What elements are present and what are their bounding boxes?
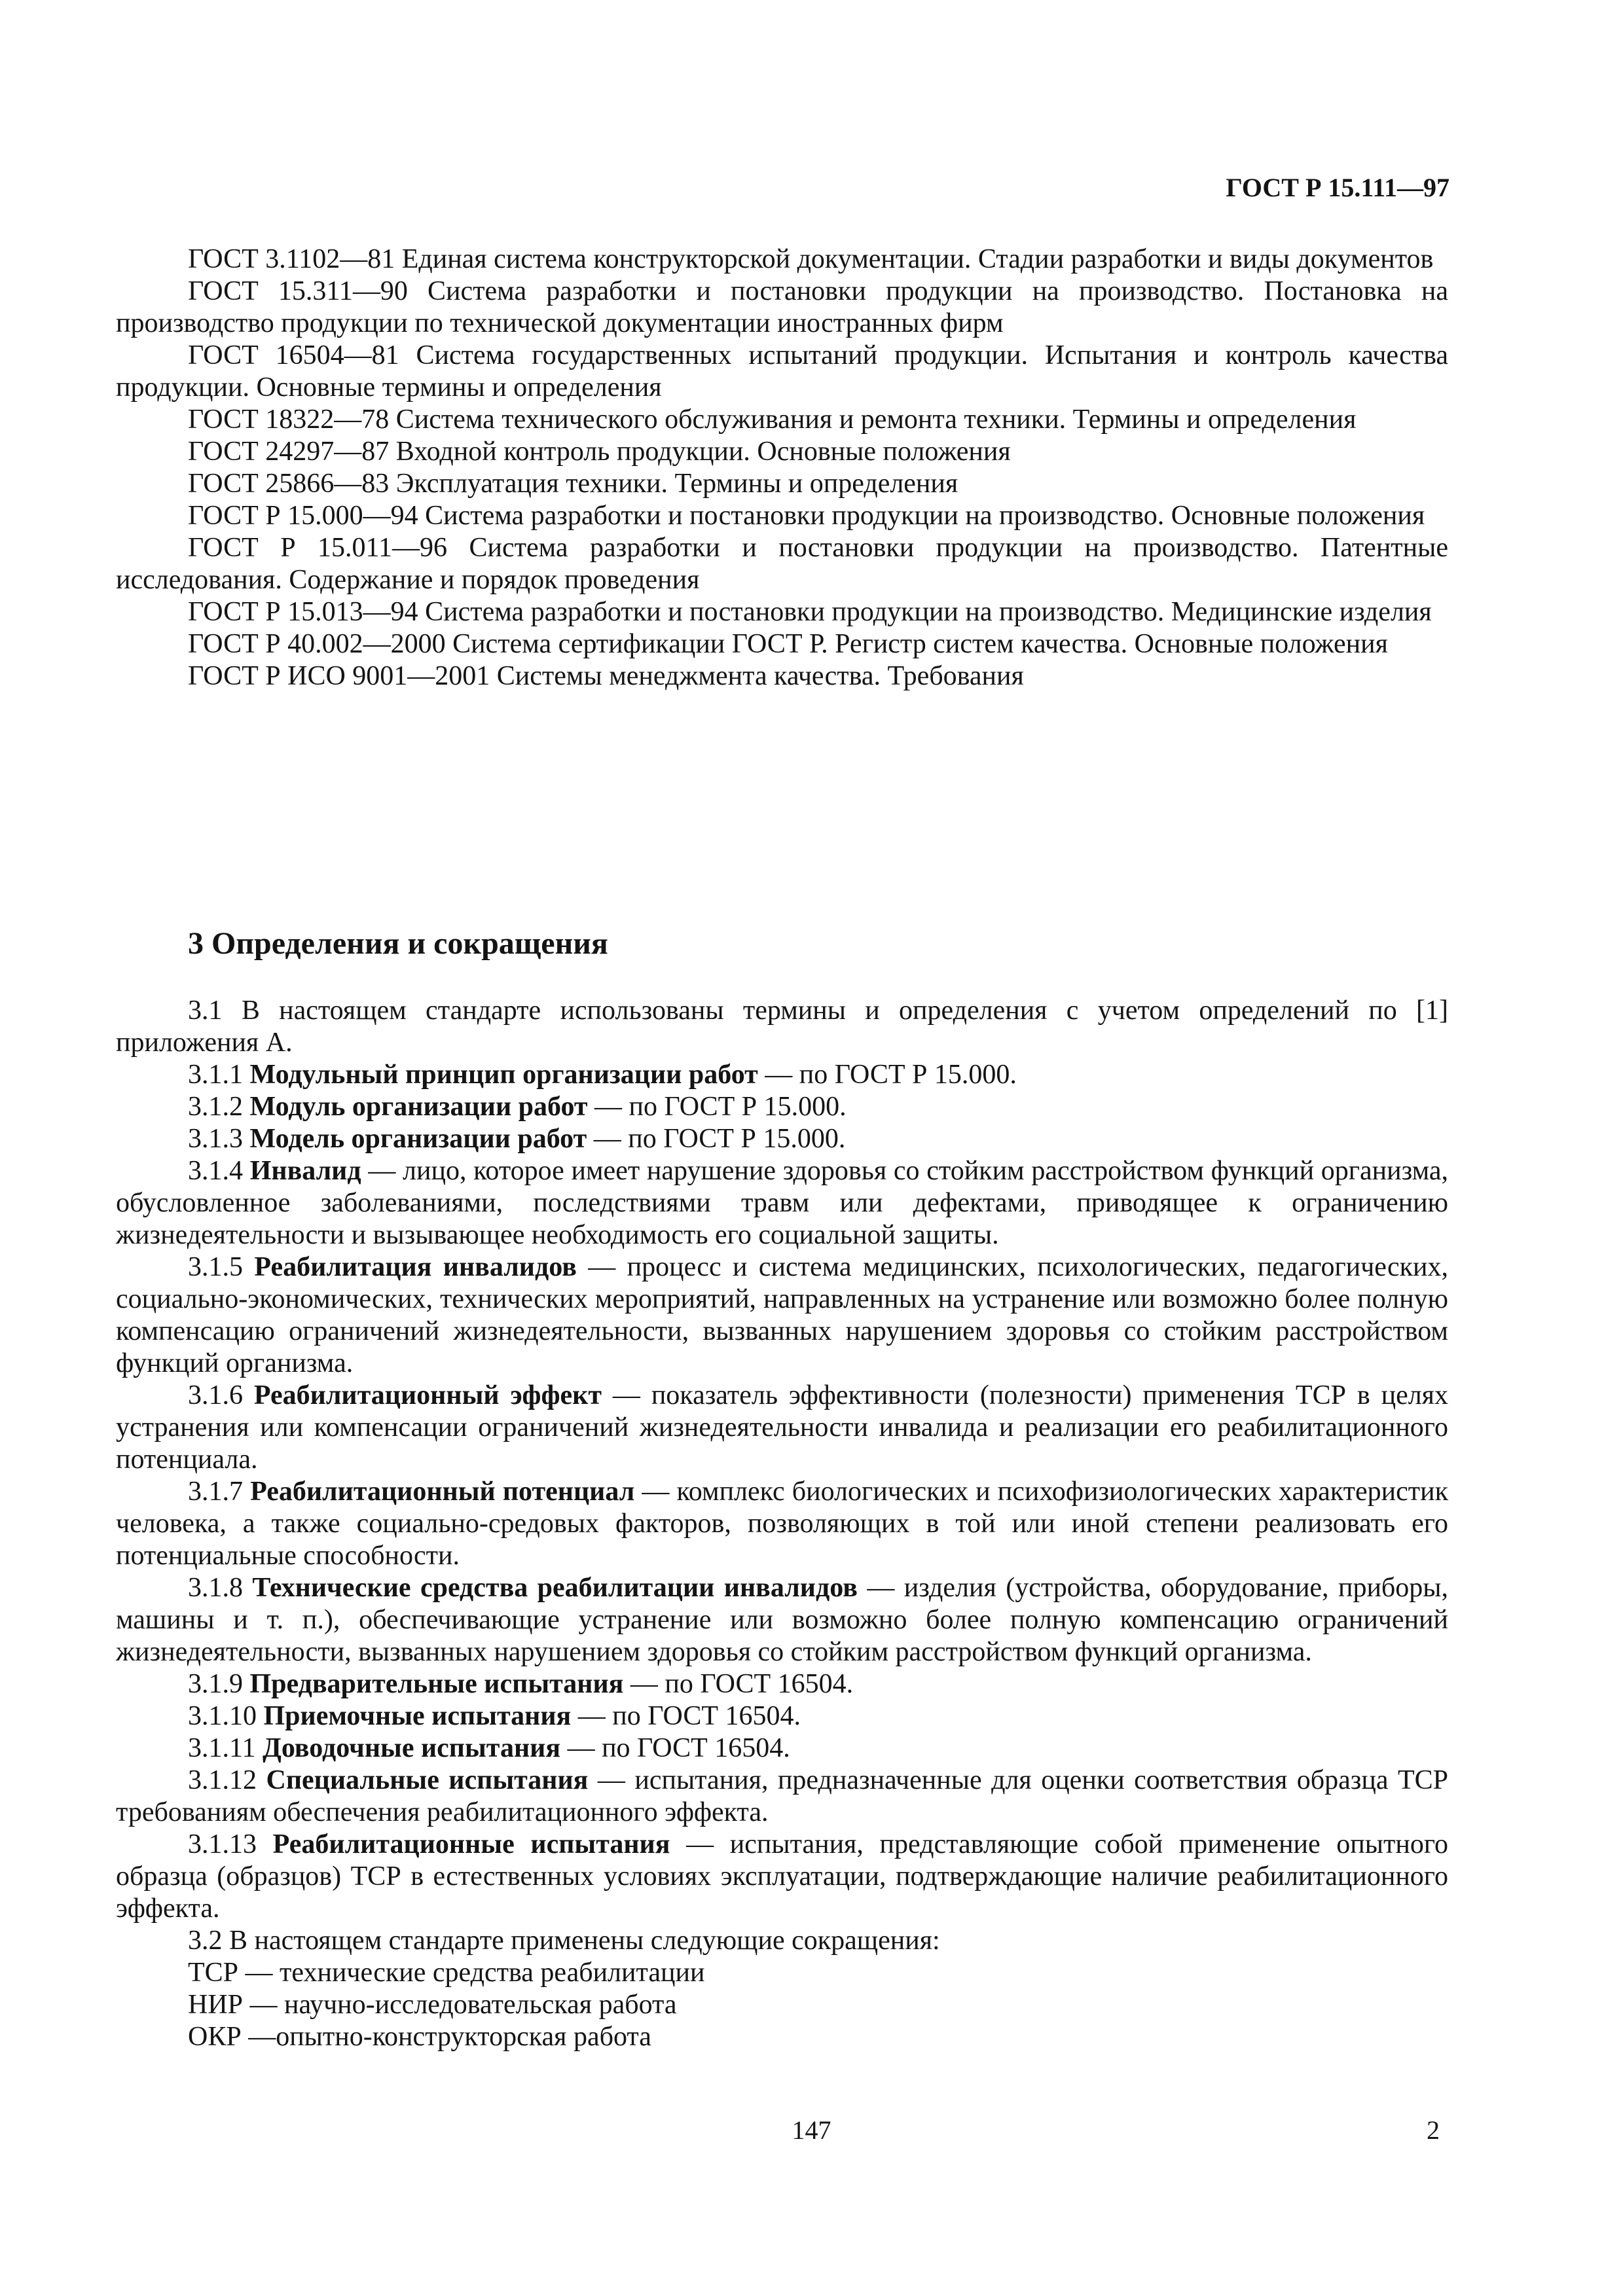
term: Реабилитационные испытания bbox=[272, 1829, 670, 1859]
clause-number: 3.1.4 bbox=[188, 1156, 243, 1186]
reference-item: ГОСТ 24297—87 Входной контроль продукции. Основные положения bbox=[188, 437, 1011, 467]
reference-item: ГОСТ Р 15.013—94 Система разработки и постановки продукции на производство. Медицинские изделия bbox=[188, 597, 1432, 627]
clause-number: 3.1.3 bbox=[188, 1124, 243, 1154]
clause-number: 3.1.2 bbox=[188, 1092, 243, 1122]
clause-number: 3.1.12 bbox=[188, 1765, 257, 1795]
clause-number: 3.1.10 bbox=[188, 1701, 257, 1731]
definition-text: — по ГОСТ Р 15.000. bbox=[765, 1060, 1017, 1090]
reference-item: ГОСТ 16504—81 Система государственных испытаний продукции. Испытания и контроль качества продукции. Основные термины и определения bbox=[116, 340, 1448, 403]
term: Специальные испытания bbox=[266, 1765, 589, 1795]
reference-item: ГОСТ Р 15.011—96 Система разработки и постановки продукции на производство. Патентные исследования. Содержание и порядок проведения bbox=[116, 533, 1448, 595]
definition-paragraph bbox=[116, 1765, 1448, 1829]
reference-item: ГОСТ 18322—78 Система технического обслуживания и ремонта техники. Термины и определения bbox=[188, 404, 1357, 435]
abbreviation-item: ОКР —опытно-конструкторская работа bbox=[188, 2022, 651, 2052]
term: Реабилитационный эффект bbox=[253, 1380, 602, 1410]
term: Инвалид bbox=[249, 1156, 361, 1186]
definition-paragraph bbox=[116, 995, 1448, 1059]
clause-number: 3.1.5 bbox=[188, 1252, 243, 1282]
definition-text: — лицо, которое имеет нарушение здоровья со стойким расстройством функций организма, обусловленное заболеваниями, последствиями травм или дефектами, приводящее к ограничению жизнедеятельности и вызывающее необходимость его социальной защиты. bbox=[116, 1156, 1449, 1250]
clause-number: 3.1.13 bbox=[188, 1829, 257, 1859]
page-number-center: 147 bbox=[792, 2115, 831, 2145]
term: Доводочные испытания bbox=[262, 1733, 561, 1763]
abbreviation-item: ТСР — технические средства реабилитации bbox=[188, 1958, 705, 1988]
reference-item: ГОСТ Р 40.002—2000 Система сертификации ГОСТ Р. Регистр систем качества. Основные положения bbox=[188, 629, 1388, 659]
clause-number: 3.1.1 bbox=[188, 1060, 243, 1090]
definition-paragraph bbox=[116, 1059, 1448, 1091]
term: Модульный принцип организации работ bbox=[249, 1060, 758, 1090]
clause-number: 3.1.7 bbox=[188, 1477, 243, 1507]
clause-number: 3.1.11 bbox=[188, 1733, 256, 1763]
definition-text: — изделия (устройства, оборудование, приборы, машины и т. п.), обеспечивающие устранение или возможно более полную компенсацию ограничений жизнедеятельности, вызванных нарушением здоровья со стойким расстройством функций организма. bbox=[116, 1573, 1449, 1667]
normative-references-list bbox=[116, 243, 1448, 692]
definition-text: — процесс и система медицинских, психологических, педагогических, социально-экономических, технических мероприятий, направленных на устранение или возможно более полную компенсацию ограничений жизнедеятельности, вызванных нарушением здоровья со стойким расстройством функций организма. bbox=[116, 1252, 1448, 1378]
clause-number: 3.1.8 bbox=[188, 1573, 243, 1603]
abbreviation-item: НИР — научно-исследовательская работа bbox=[188, 1990, 677, 2020]
reference-item: ГОСТ 15.311—90 Система разработки и постановки продукции на производство. Постановка на производство продукции по технической документации иностранных фирм bbox=[116, 276, 1448, 338]
definition-paragraph bbox=[116, 1668, 1448, 1700]
term: Предварительные испытания bbox=[249, 1669, 624, 1699]
definition-paragraph bbox=[116, 1380, 1448, 1476]
clause-number: 3.2 bbox=[188, 1926, 223, 1956]
section-title: 3 Определения и сокращения bbox=[188, 926, 608, 961]
definition-text: — по ГОСТ 16504. bbox=[577, 1701, 801, 1731]
clause-number: 3.1.6 bbox=[188, 1380, 243, 1410]
definitions-body bbox=[116, 995, 1448, 2053]
document-id-header: ГОСТ Р 15.111—97 bbox=[1226, 173, 1450, 202]
reference-item: ГОСТ 25866—83 Эксплуатация техники. Термины и определения bbox=[188, 469, 958, 499]
reference-item: ГОСТ 3.1102—81 Единая система конструкторской документации. Стадии разработки и виды документов bbox=[188, 244, 1434, 274]
definition-paragraph bbox=[116, 1829, 1448, 1925]
term: Реабилитация инвалидов bbox=[254, 1252, 577, 1282]
term: Технические средства реабилитации инвалидов bbox=[252, 1573, 858, 1603]
definition-text: В настоящем стандарте использованы термины и определения с учетом определений по [1] приложения А. bbox=[116, 996, 1449, 1058]
definition-paragraph bbox=[116, 1251, 1448, 1380]
definition-text: — испытания, предназначенные для оценки соответствия образца ТСР требованиям обеспечения реабилитационного эффекта. bbox=[116, 1765, 1449, 1827]
reference-item: ГОСТ Р 15.000—94 Система разработки и постановки продукции на производство. Основные положения bbox=[188, 501, 1425, 531]
definition-paragraph bbox=[116, 1476, 1448, 1572]
definition-paragraph bbox=[116, 1700, 1448, 1732]
term: Реабилитационный потенциал bbox=[250, 1477, 635, 1507]
clause-number: 3.1.9 bbox=[188, 1669, 243, 1699]
definition-paragraph bbox=[116, 1155, 1448, 1251]
reference-item: ГОСТ Р ИСО 9001—2001 Системы менеджмента качества. Требования bbox=[188, 661, 1024, 691]
definition-text: — испытания, представляющие собой применение опытного образца (образцов) ТСР в естественных условиях эксплуатации, подтверждающие наличие реабилитационного эффекта. bbox=[116, 1829, 1449, 1924]
clause-number: 3.1 bbox=[188, 996, 223, 1026]
definition-text: — по ГОСТ 16504. bbox=[630, 1669, 854, 1699]
definition-text: — по ГОСТ Р 15.000. bbox=[594, 1092, 847, 1122]
definition-paragraph bbox=[116, 1091, 1448, 1123]
term: Приемочные испытания bbox=[263, 1701, 572, 1731]
definition-paragraph bbox=[116, 1925, 1448, 1957]
definition-paragraph bbox=[116, 1572, 1448, 1668]
term: Модель организации работ bbox=[249, 1124, 587, 1154]
definition-text: В настоящем стандарте применены следующие сокращения: bbox=[229, 1926, 940, 1956]
definition-text: — комплекс биологических и психофизиологических характеристик человека, а также социально-средовых факторов, позволяющих в той или иной степени реализовать его потенциальные способности. bbox=[116, 1477, 1448, 1571]
term: Модуль организации работ bbox=[249, 1092, 588, 1122]
definition-text: — по ГОСТ Р 15.000. bbox=[593, 1124, 846, 1154]
definition-text: — показатель эффективности (полезности) применения ТСР в целях устранения или компенсации ограничений жизнедеятельности инвалида и реализации его реабилитационного потенциала. bbox=[116, 1380, 1449, 1475]
definition-paragraph bbox=[116, 1123, 1448, 1155]
page-number-right: 2 bbox=[1427, 2115, 1440, 2145]
definition-text: — по ГОСТ 16504. bbox=[567, 1733, 790, 1763]
definition-paragraph bbox=[116, 1732, 1448, 1765]
